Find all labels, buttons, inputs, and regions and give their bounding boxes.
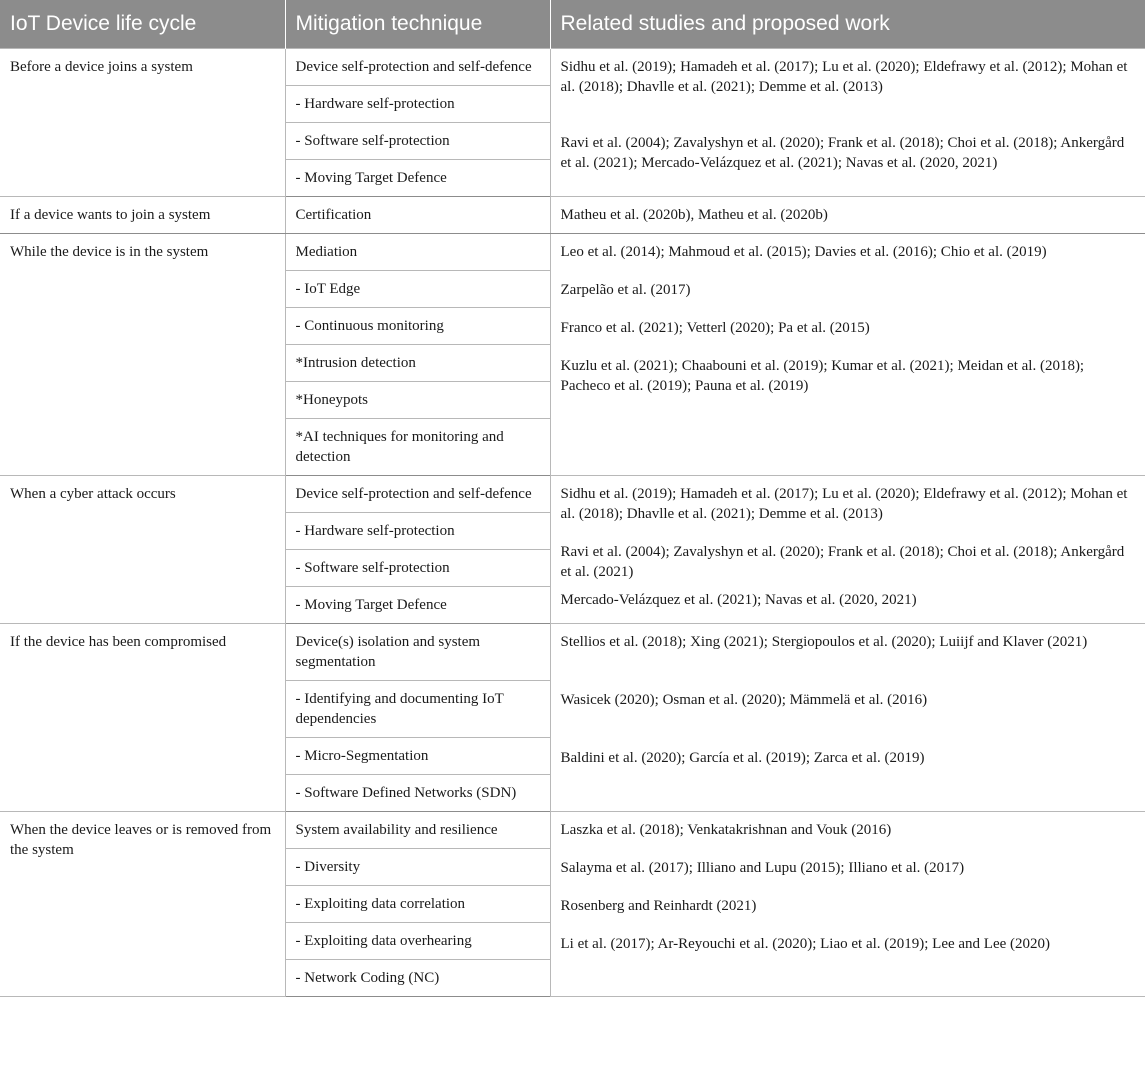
studies-text: Stellios et al. (2018); Xing (2021); Stergiopoulos et al. (2020); Luiijf and Klaver (2021) <box>560 634 1088 650</box>
lifecycle-cell: If a device wants to join a system <box>0 197 285 234</box>
technique-cell: - Network Coding (NC) <box>285 960 550 997</box>
studies-text: Rosenberg and Reinhardt (2021) <box>560 898 757 914</box>
header-studies: Related studies and proposed work <box>550 0 1145 49</box>
technique-cell: Device(s) isolation and system segmentation <box>285 624 550 681</box>
table-row <box>0 197 1145 234</box>
technique-cell: - Moving Target Defence <box>285 587 550 624</box>
lifecycle-cell: When a cyber attack occurs <box>0 476 285 624</box>
studies-text: Sidhu et al. (2019); Hamadeh et al. (2017); Lu et al. (2020); Eldefrawy et al. (2012); Mohan et al. (2018); Dhavlle et al. (2021); Demme et al. (2013) <box>560 59 1128 95</box>
technique-cell: System availability and resilience <box>285 812 550 849</box>
technique-cell: Device self-protection and self-defence <box>285 49 550 86</box>
studies-text: Franco et al. (2021); Vetterl (2020); Pa et al. (2015) <box>560 320 870 336</box>
studies-text: Li et al. (2017); Ar-Reyouchi et al. (2020); Liao et al. (2019); Lee and Lee (2020) <box>560 936 1051 952</box>
technique-cell: - IoT Edge <box>285 271 550 308</box>
studies-text: Ravi et al. (2004); Zavalyshyn et al. (2020); Frank et al. (2018); Choi et al. (2018); Ankergård et al. (2021); Mercado-Velázquez et al. (2021); Navas et al. (2020, 2021) <box>560 135 1125 171</box>
technique-cell: Certification <box>285 197 550 234</box>
technique-cell: - Continuous monitoring <box>285 308 550 345</box>
studies-cell <box>550 234 1145 476</box>
technique-cell: - Identifying and documenting IoT dependencies <box>285 681 550 738</box>
studies-cell <box>550 624 1145 812</box>
studies-cell: Matheu et al. (2020b), Matheu et al. (2020b) <box>550 197 1145 234</box>
technique-cell: - Software Defined Networks (SDN) <box>285 775 550 812</box>
lifecycle-cell: When the device leaves or is removed from the system <box>0 812 285 997</box>
technique-cell: - Hardware self-protection <box>285 513 550 550</box>
technique-cell: - Software self-protection <box>285 123 550 160</box>
studies-text: Mercado-Velázquez et al. (2021); Navas et al. (2020, 2021) <box>560 592 917 608</box>
table-row <box>0 476 1145 513</box>
technique-cell: - Moving Target Defence <box>285 160 550 197</box>
studies-text: Zarpelão et al. (2017) <box>560 282 691 298</box>
table-row <box>0 624 1145 681</box>
studies-cell <box>550 49 1145 197</box>
studies-text: Wasicek (2020); Osman et al. (2020); Mämmelä et al. (2016) <box>560 692 928 708</box>
studies-text: Baldini et al. (2020); García et al. (2019); Zarca et al. (2019) <box>560 750 925 766</box>
lifecycle-cell: While the device is in the system <box>0 234 285 476</box>
studies-text: Leo et al. (2014); Mahmoud et al. (2015); Davies et al. (2016); Chio et al. (2019) <box>560 244 1047 260</box>
studies-cell <box>550 812 1145 997</box>
lifecycle-cell: Before a device joins a system <box>0 49 285 197</box>
technique-cell: *Intrusion detection <box>285 345 550 382</box>
technique-cell: Mediation <box>285 234 550 271</box>
table-row <box>0 49 1145 86</box>
studies-text: Ravi et al. (2004); Zavalyshyn et al. (2020); Frank et al. (2018); Choi et al. (2018); Ankergård et al. (2021) <box>560 544 1125 580</box>
table-row <box>0 812 1145 849</box>
header-row <box>0 0 1145 49</box>
studies-cell <box>550 476 1145 624</box>
technique-cell: Device self-protection and self-defence <box>285 476 550 513</box>
header-technique: Mitigation technique <box>285 0 550 49</box>
studies-text: Sidhu et al. (2019); Hamadeh et al. (2017); Lu et al. (2020); Eldefrawy et al. (2012); Mohan et al. (2018); Dhavlle et al. (2021); Demme et al. (2013) <box>560 486 1128 522</box>
lifecycle-cell: If the device has been compromised <box>0 624 285 812</box>
technique-cell: - Diversity <box>285 849 550 886</box>
technique-cell: - Exploiting data correlation <box>285 886 550 923</box>
table-row <box>0 234 1145 271</box>
studies-text: Salayma et al. (2017); Illiano and Lupu (2015); Illiano et al. (2017) <box>560 860 965 876</box>
studies-text: Kuzlu et al. (2021); Chaabouni et al. (2019); Kumar et al. (2021); Meidan et al. (2018); Pacheco et al. (2019); Pauna et al. (2019) <box>560 358 1085 394</box>
studies-text: Laszka et al. (2018); Venkatakrishnan and Vouk (2016) <box>560 822 892 838</box>
technique-cell: - Software self-protection <box>285 550 550 587</box>
technique-cell: *Honeypots <box>285 382 550 419</box>
technique-cell: - Micro-Segmentation <box>285 738 550 775</box>
header-lifecycle: IoT Device life cycle <box>0 0 285 49</box>
technique-cell: *AI techniques for monitoring and detection <box>285 419 550 476</box>
technique-cell: - Exploiting data overhearing <box>285 923 550 960</box>
technique-cell: - Hardware self-protection <box>285 86 550 123</box>
